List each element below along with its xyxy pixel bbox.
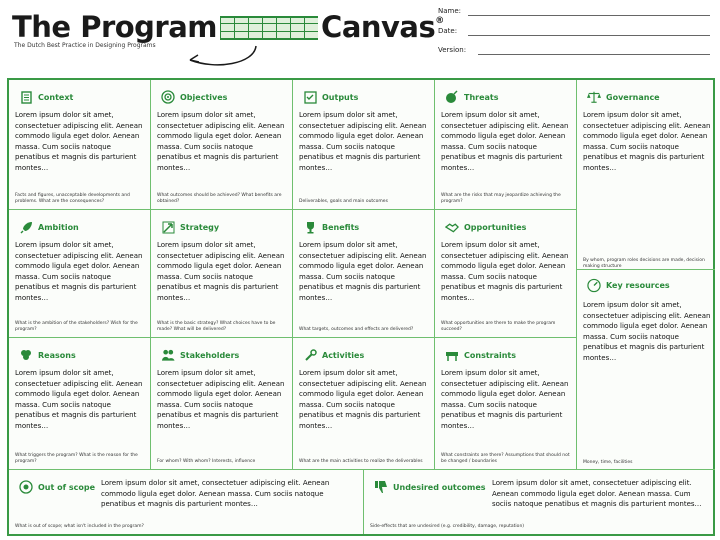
wrench-icon [303,348,317,362]
strategy-block[interactable] [151,210,293,338]
ambition-footer: What is the ambition of the stakeholders? Wish for the program? [15,321,138,332]
threats-title: Threats [464,92,499,102]
ambition-title: Ambition [38,222,79,232]
checklist-icon [303,90,317,104]
undesired-outcomes-block[interactable] [364,470,715,534]
date-label: Date: [438,27,458,35]
gauge-icon [587,278,601,292]
undesired-outcomes-footer: Side-effects that are undesired (e.g. credibility, damage, reputation) [370,524,525,529]
strategy-title: Strategy [180,222,220,232]
canvas-board [7,78,715,536]
benefits-text[interactable]: Lorem ipsum dolor sit amet, consectetuer adipiscing elit. Aenean commodo ligula eget dolor. Aenean massa. Cum sociis natoque penatibus et magnis dis parturient montes… [299,241,427,302]
outputs-block[interactable] [293,80,435,210]
target-icon [161,90,175,104]
reasons-text[interactable]: Lorem ipsum dolor sit amet, consectetuer adipiscing elit. Aenean commodo ligula eget dolor. Aenean massa. Cum sociis natoque penatibus et magnis dis parturient montes… [15,369,143,430]
stakeholders-block[interactable] [151,338,293,470]
benefits-title: Benefits [322,222,360,232]
outputs-footer: Deliverables, goals and main outcomes [299,199,388,204]
stakeholders-text[interactable]: Lorem ipsum dolor sit amet, consectetuer adipiscing elit. Aenean commodo ligula eget dolor. Aenean massa. Cum sociis natoque penatibus et magnis dis parturient montes… [157,369,285,430]
undesired-outcomes-text[interactable]: Lorem ipsum dolor sit amet, consectetuer adipiscing elit. Aenean commodo ligula eget dolor. Aenean massa. Cum sociis natoque penatibus et magnis dis parturient montes… [492,479,702,508]
people-icon [161,348,175,362]
ambition-block[interactable] [9,210,151,338]
version-field[interactable] [438,46,710,54]
undesired-outcomes-title: Undesired outcomes [393,482,486,492]
outputs-text[interactable]: Lorem ipsum dolor sit amet, consectetuer adipiscing elit. Aenean commodo ligula eget dolor. Aenean massa. Cum sociis natoque penatibus et magnis dis parturient montes… [299,111,427,172]
governance-title: Governance [606,92,660,102]
governance-text[interactable]: Lorem ipsum dolor sit amet, consectetuer adipiscing elit. Aenean commodo ligula eget dolor. Aenean massa. Cum sociis natoque penatibus et magnis dis parturient montes… [583,111,711,172]
reasons-footer: What triggers the program? What is the reason for the program? [15,453,138,464]
reasons-title: Reasons [38,350,76,360]
outputs-title: Outputs [322,92,359,102]
version-label: Version: [438,46,467,54]
opportunities-block[interactable] [435,210,577,338]
strategy-footer: What is the basic strategy? What choices have to be made? What will be delivered? [157,321,276,332]
grid-logo [220,16,318,40]
name-field[interactable] [438,7,710,15]
out-of-scope-text[interactable]: Lorem ipsum dolor sit amet, consectetuer adipiscing elit. Aenean commodo ligula eget dolor. Aenean massa. Cum sociis natoque penatibus et magnis dis parturient montes… [101,479,330,508]
brand-title [12,10,444,44]
out-of-scope-footer: What is out of scope; what isn't included in the program? [15,524,144,529]
activities-footer: What are the main activities to realize the deliverables [299,459,423,464]
header [0,0,720,76]
objectives-text[interactable]: Lorem ipsum dolor sit amet, consectetuer adipiscing elit. Aenean commodo ligula eget dolor. Aenean massa. Cum sociis natoque penatibus et magnis dis parturient montes… [157,111,285,172]
stakeholders-footer: For whom? With whom? Interests, influence [157,459,256,464]
governance-block[interactable] [577,80,715,270]
threats-block[interactable] [435,80,577,210]
constraints-block[interactable] [435,338,577,470]
threats-text[interactable]: Lorem ipsum dolor sit amet, consectetuer adipiscing elit. Aenean commodo ligula eget dolor. Aenean massa. Cum sociis natoque penatibus et magnis dis parturient montes… [441,111,569,172]
governance-note: By whom, program roles decisions are made, decision making structure [583,258,705,269]
trademark: ® [435,16,444,26]
objectives-block[interactable] [151,80,293,210]
context-text[interactable]: Lorem ipsum dolor sit amet, consectetuer adipiscing elit. Aenean commodo ligula eget dolor. Aenean massa. Cum sociis natoque penatibus et magnis dis parturient montes… [15,111,143,172]
tagline: The Dutch Best Practice in Designing Programs [14,42,156,49]
clover-icon [19,348,33,362]
key-resources-text[interactable]: Lorem ipsum dolor sit amet, consectetuer adipiscing elit. Aenean commodo ligula eget dolor. Aenean massa. Cum sociis natoque penatibus et magnis dis parturient montes… [583,301,711,362]
reasons-block[interactable] [9,338,151,470]
context-footer: Facts and figures, unacceptable developments and problems. What are the consequences? [15,193,130,204]
key-resources-title: Key resources [606,280,670,290]
no-target-icon [19,480,33,494]
opportunities-text[interactable]: Lorem ipsum dolor sit amet, consectetuer adipiscing elit. Aenean commodo ligula eget dolor. Aenean massa. Cum sociis natoque penatibus et magnis dis parturient montes… [441,241,569,302]
constraints-text[interactable]: Lorem ipsum dolor sit amet, consectetuer adipiscing elit. Aenean commodo ligula eget dolor. Aenean massa. Cum sociis natoque penatibus et magnis dis parturient montes… [441,369,569,430]
activities-text[interactable]: Lorem ipsum dolor sit amet, consectetuer adipiscing elit. Aenean commodo ligula eget dolor. Aenean massa. Cum sociis natoque penatibus et magnis dis parturient montes… [299,369,427,430]
key-resources-block[interactable] [577,270,715,470]
bomb-icon [445,90,459,104]
context-title: Context [38,92,74,102]
activities-title: Activities [322,350,365,360]
barrier-icon [445,348,459,362]
key-resources-note: Money, time, facilities [583,460,633,465]
stakeholders-title: Stakeholders [180,350,240,360]
trophy-icon [303,220,317,234]
thumbs-down-icon [374,480,388,494]
threats-footer: What are the risks that may jeopardize achieving the program? [441,193,561,204]
strategy-text[interactable]: Lorem ipsum dolor sit amet, consectetuer adipiscing elit. Aenean commodo ligula eget dolor. Aenean massa. Cum sociis natoque penatibus et magnis dis parturient montes… [157,241,285,302]
opportunities-footer: What opportunities are there to make the program succeed? [441,321,556,332]
document-icon [19,90,33,104]
date-field[interactable] [438,27,710,35]
handshake-icon [445,220,459,234]
scales-icon [587,90,601,104]
opportunities-title: Opportunities [464,222,527,232]
constraints-title: Constraints [464,350,517,360]
benefits-block[interactable] [293,210,435,338]
loop-arrow-icon [176,44,266,72]
out-of-scope-title: Out of scope [38,482,96,492]
objectives-footer: What outcomes should be achieved? What benefits are obtained? [157,193,282,204]
rocket-icon [19,220,33,234]
ambition-text[interactable]: Lorem ipsum dolor sit amet, consectetuer adipiscing elit. Aenean commodo ligula eget dolor. Aenean massa. Cum sociis natoque penatibus et magnis dis parturient montes… [15,241,143,302]
objectives-title: Objectives [180,92,228,102]
strategy-icon [161,220,175,234]
activities-block[interactable] [293,338,435,470]
title-part2: Canvas [321,10,436,44]
context-block[interactable] [9,80,151,210]
title-part1: The Program [12,10,218,44]
out-of-scope-block[interactable] [9,470,364,534]
constraints-footer: What constraints are there? Assumptions that should not be changed / boundaries [441,453,570,464]
benefits-footer: What targets, outcomes and effects are delivered? [299,327,414,332]
name-label: Name: [438,7,462,15]
